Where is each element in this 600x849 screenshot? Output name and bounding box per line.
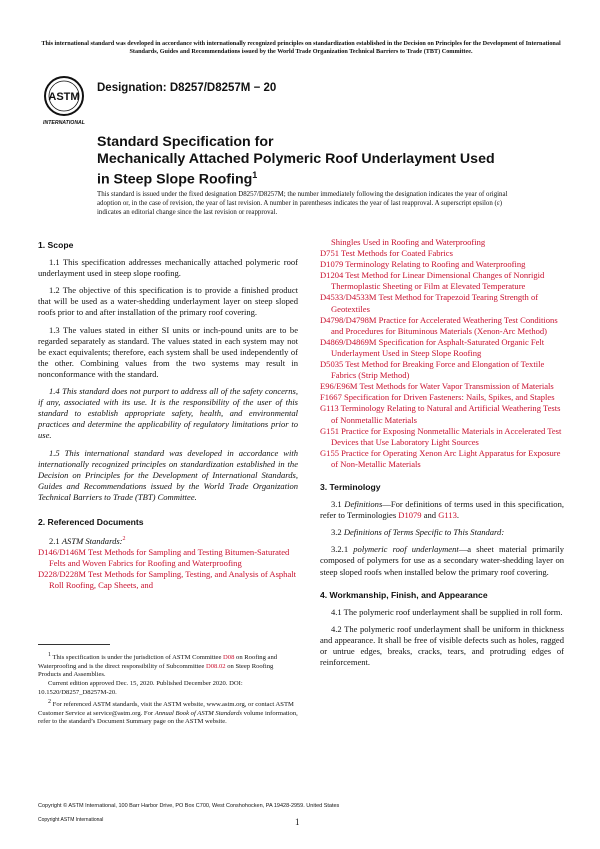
astm-logo [40, 74, 88, 126]
link-d08[interactable]: D08 [223, 654, 235, 662]
ref-d1204: D1204 Test Method for Linear Dimensional Changes of Nonrigid Thermoplastic Sheeting or Film at Elevated Temperature [320, 270, 545, 292]
link-d1079[interactable]: D1079 [398, 510, 422, 521]
scope-heading: 1. Scope [38, 240, 74, 250]
ref-link-d1204[interactable]: D1204 [320, 270, 344, 281]
ref-link-d1079[interactable]: D1079 [320, 259, 344, 270]
terminology-3-1: 3.1 Definitions—For definitions of terms used in this specification, refer to Terminologies D1079 and G113. [320, 499, 564, 521]
workmanship-4-1: 4.1 The polymeric roof underlayment shall be supplied in roll form. [331, 606, 563, 617]
scope-1-3: 1.3 The values stated in either SI units or inch-pound units are to be regarded separately as standard. The values stated in each system may not be exact equivalents; therefore, each system shall be used independently of the other. Combining values from the two systems may result in nonconformance with the standard. [38, 324, 298, 379]
ref-link-f1667[interactable]: F1667 [320, 392, 342, 403]
terminology-3-2: 3.2 Definitions of Terms Specific to This Standard: [331, 527, 505, 538]
page-number: 1 [295, 817, 300, 827]
designation: Designation: D8257/D8257M − 20 [97, 82, 277, 94]
title-line-3: in Steep Slope Roofing [97, 171, 253, 188]
scope-1-5: 1.5 This international standard was developed in accordance with internationally recognized principles on standardization established in the Decision on Principles for the Development of International Standards, Guides and Recommendations issued by the World Trade Organization Technical Barriers to Trade (TBT) Committee. [38, 447, 298, 502]
title-footnote-marker[interactable]: 1 [252, 170, 258, 180]
footnote-2: $^2$ For referenced ASTM standards, visit the ASTM website, www.astm.org, or contact ASTM Customer Service at service@astm.org. For Annual Book of ASTM Standards volume information, refer to the standard’s Document Summary page on the ASTM website. [38, 699, 298, 726]
footnote-1: $^1$ This specification is under the jurisdiction of ASTM Committee D08 on Roofing and Waterproofing and is the direct responsibility of Subcommittee D08.02 on Steep Roofing Products and Assemblies. [38, 652, 278, 678]
ref-d4798: D4798/D4798M Practice for Accelerated Weathering Test Conditions and Procedures for Bituminous Materials (Xenon-Arc Method) [320, 314, 558, 336]
ref-d228: D228/D228M Test Methods for Sampling, Testing, and Analysis of Asphalt Roll Roofing, Cap Sheets, and [38, 569, 296, 591]
ref-link-g155[interactable]: G155 [320, 447, 339, 458]
ref-link-g113[interactable]: G113 [320, 403, 339, 414]
ref-g155: G155 Practice for Operating Xenon Arc Light Apparatus for Exposure of Non-Metallic Materials [320, 447, 561, 469]
ref-d5035: D5035 Test Method for Breaking Force and Elongation of Textile Fabrics (Strip Method) [320, 359, 545, 381]
ref-d751: D751 Test Methods for Coated Fabrics [320, 248, 453, 259]
title-line-2: Mechanically Attached Polymeric Roof Underlayment Used [97, 150, 495, 167]
tbt-banner: This international standard was developed in accordance with internationally recognized principles on standardization established in the Decision on Principles for the Development of International Standards, Guides and Recommendations issued by the World Trade Organization Technical Barriers to Trade (TBT) Committee. [41, 40, 561, 55]
ref-link-d4869[interactable]: D4869/D4869M [320, 336, 377, 347]
copyright-small: Copyright ASTM International [38, 817, 104, 823]
ref-e96: E96/E96M Test Methods for Water Vapor Transmission of Materials [320, 381, 554, 392]
ref-link-d228[interactable]: D228/D228M [38, 569, 86, 580]
ref-link-d146[interactable]: D146/D146M [38, 547, 86, 557]
ref-d4533: D4533/D4533M Test Method for Trapezoid Tearing Strength of Geotextiles [320, 292, 539, 314]
ref-d1079: D1079 Terminology Relating to Roofing and Waterproofing [320, 259, 526, 270]
terminology-heading: 3. Terminology [320, 481, 381, 492]
ref-link-d4533[interactable]: D4533/D4533M [320, 292, 377, 303]
terminology-3-2-1: 3.2.1 polymeric roof underlayment—a sheet material primarily composed of polymers for use as a secondary water-shedding layer on steep sloped roofs when installed below the primary roof covering. [320, 544, 564, 577]
footnote-2-marker[interactable]: 2 [122, 536, 126, 543]
footnote-rule [38, 644, 110, 645]
ref-d228-continued: Shingles Used in Roofing and Waterproofing [331, 237, 486, 247]
ref-link-e96[interactable]: E96/E96M [320, 381, 358, 392]
scope-1-4: 1.4 This standard does not purport to address all of the safety concerns, if any, associated with its use. It is the responsibility of the user of this standard to establish appropriate safety, health, and environmental practices and determine the applicability of regulatory limitations prior to use. [38, 386, 298, 441]
ref-f1667: F1667 Specification for Driven Fasteners: Nails, Spikes, and Staples [320, 392, 555, 403]
right-column [320, 237, 564, 668]
ref-link-g151[interactable]: G151 [320, 425, 339, 436]
left-column [38, 240, 298, 591]
logo-top-text: ASTM [48, 91, 80, 103]
scope-1-1: 1.1 This specification addresses mechanically attached polymeric roof underlayment used in steep slope roofing. [38, 257, 298, 279]
logo-bottom-text: INTERNATIONAL [43, 120, 85, 126]
astm-standards-label: 2.1 ASTM Standards:$^2$ [49, 535, 126, 546]
document-title [97, 134, 537, 188]
referenced-documents-heading: 2. Referenced Documents [38, 516, 144, 527]
ref-link-d5035[interactable]: D5035 [320, 359, 344, 370]
title-line-1: Standard Specification for [97, 134, 274, 150]
ref-g151: G151 Practice for Exposing Nonmetallic Materials in Accelerated Test Devices that Use Laboratory Light Sources [320, 425, 562, 447]
workmanship-heading: 4. Workmanship, Finish, and Appearance [320, 589, 488, 600]
link-d0802[interactable]: D08.02 [205, 662, 226, 670]
ref-d146: D146/D146M Test Methods for Sampling and Testing Bitumen-Saturated Felts and Woven Fabrics for Roofing and Waterproofing [38, 547, 290, 569]
workmanship-4-2: 4.2 The polymeric roof underlayment shall be uniform in thickness and appearance. It shall be free of visible defects such as holes, ragged or untrue edges, breaks, cracks, tears, and protruding edges of reinforcement. [320, 623, 564, 668]
footnote-1-current: Current edition approved Dec. 15, 2020. Published December 2020. DOI: 10.1520/D8257_D8257M-20. [38, 680, 243, 696]
ref-link-d4798[interactable]: D4798/D4798M [320, 314, 377, 325]
link-g113[interactable]: G113 [438, 510, 457, 521]
ref-link-d751[interactable]: D751 [320, 248, 339, 259]
ref-g113: G113 Terminology Relating to Natural and Artificial Weathering Tests of Nonmetallic Materials [320, 403, 561, 425]
copyright-notice: Copyright © ASTM International, 100 Barr Harbor Drive, PO Box C700, West Conshohocken, PA 19428-2959. United States [38, 803, 340, 809]
ref-d4869: D4869/D4869M Specification for Asphalt-Saturated Organic Felt Underlayment Used in Steep Slope Roofing [320, 336, 545, 358]
issue-note: This standard is issued under the fixed designation D8257/D8257M; the number immediately following the designation indicates the year of original adoption or, in the case of revision, the year of last revision. A number in parentheses indicates the year of last reapproval. A superscript epsilon (ε) indicates an editorial change since the last revision or reapproval. [97, 191, 508, 216]
scope-1-2: 1.2 The objective of this specification is to provide a finished product that will be used as a water-shedding underlayment layer on steep sloped roofs prior to and after installation of the primary roof covering. [38, 285, 298, 318]
footnotes [38, 651, 298, 728]
